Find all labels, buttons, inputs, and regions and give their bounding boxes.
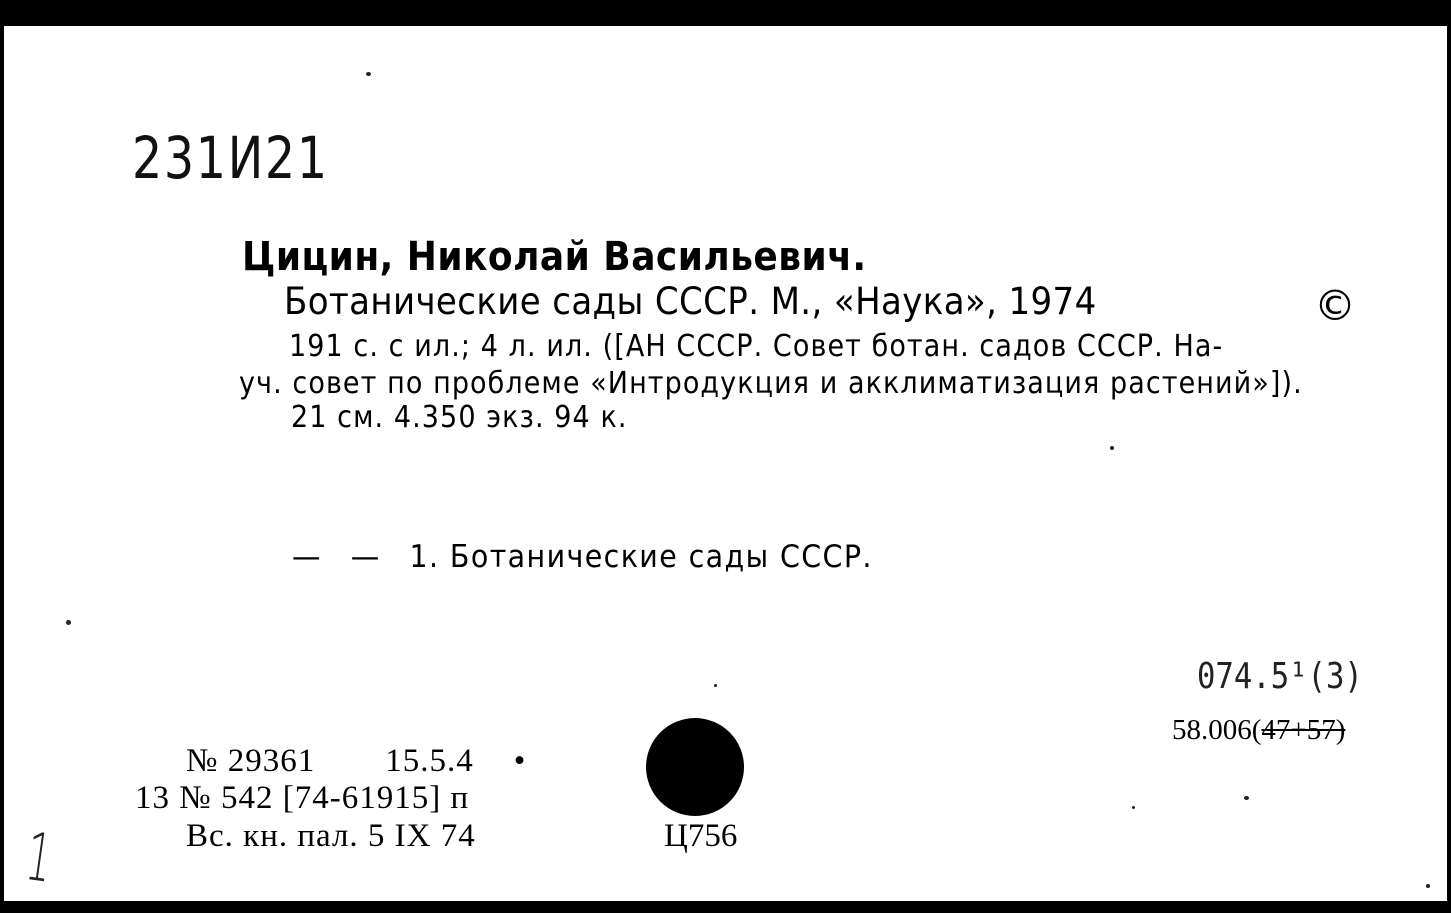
- author-heading: Цицин, Николай Васильевич.: [242, 234, 867, 280]
- title-imprint-line: Ботанические сады СССР. М., «Наука», 1974: [284, 280, 1097, 323]
- speck: [1244, 796, 1249, 800]
- catalog-card: [4, 26, 1447, 901]
- classification-number: [1172, 714, 1345, 747]
- subject-dash-1: —: [292, 539, 322, 575]
- handwritten-call-number: 231И21: [132, 124, 329, 192]
- record-line-3: Вс. кн. пал. 5 IX 74: [186, 818, 476, 854]
- record-line-1: [186, 743, 526, 780]
- classification-struck-part: 47+57): [1261, 714, 1346, 746]
- description-line-2: уч. совет по проблеме «Интродукция и акклиматизация растений»]).: [239, 366, 1303, 401]
- subject-dash-2: —: [350, 539, 381, 575]
- record-dot: •: [513, 743, 527, 779]
- speck: [366, 72, 371, 76]
- speck: [1110, 446, 1114, 450]
- classification-prefix: 58.006(: [1172, 714, 1262, 746]
- subject-heading: [292, 539, 873, 575]
- handwritten-corner-mark: 1: [21, 818, 57, 898]
- description-line-3: 21 см. 4.350 экз. 94 к.: [291, 400, 628, 435]
- record-line-2: 13 № 542 [74-61915] п: [135, 780, 470, 816]
- description-line-1: 191 с. с ил.; 4 л. ил. ([АН СССР. Совет ботан. садов СССР. На-: [289, 329, 1224, 364]
- handwritten-shelf-mark: 074.5¹(3): [1197, 656, 1363, 697]
- speck: [66, 620, 71, 625]
- record-date: 15.5.4: [385, 743, 474, 779]
- speck: [1132, 806, 1135, 809]
- punch-hole: [646, 718, 744, 816]
- speck: [714, 684, 717, 687]
- record-number: № 29361: [186, 743, 316, 779]
- speck: [1426, 884, 1430, 888]
- copyright-mark: ©: [1314, 281, 1356, 330]
- subject-text: 1. Ботанические сады СССР.: [409, 539, 873, 575]
- printer-code: Ц756: [664, 818, 738, 854]
